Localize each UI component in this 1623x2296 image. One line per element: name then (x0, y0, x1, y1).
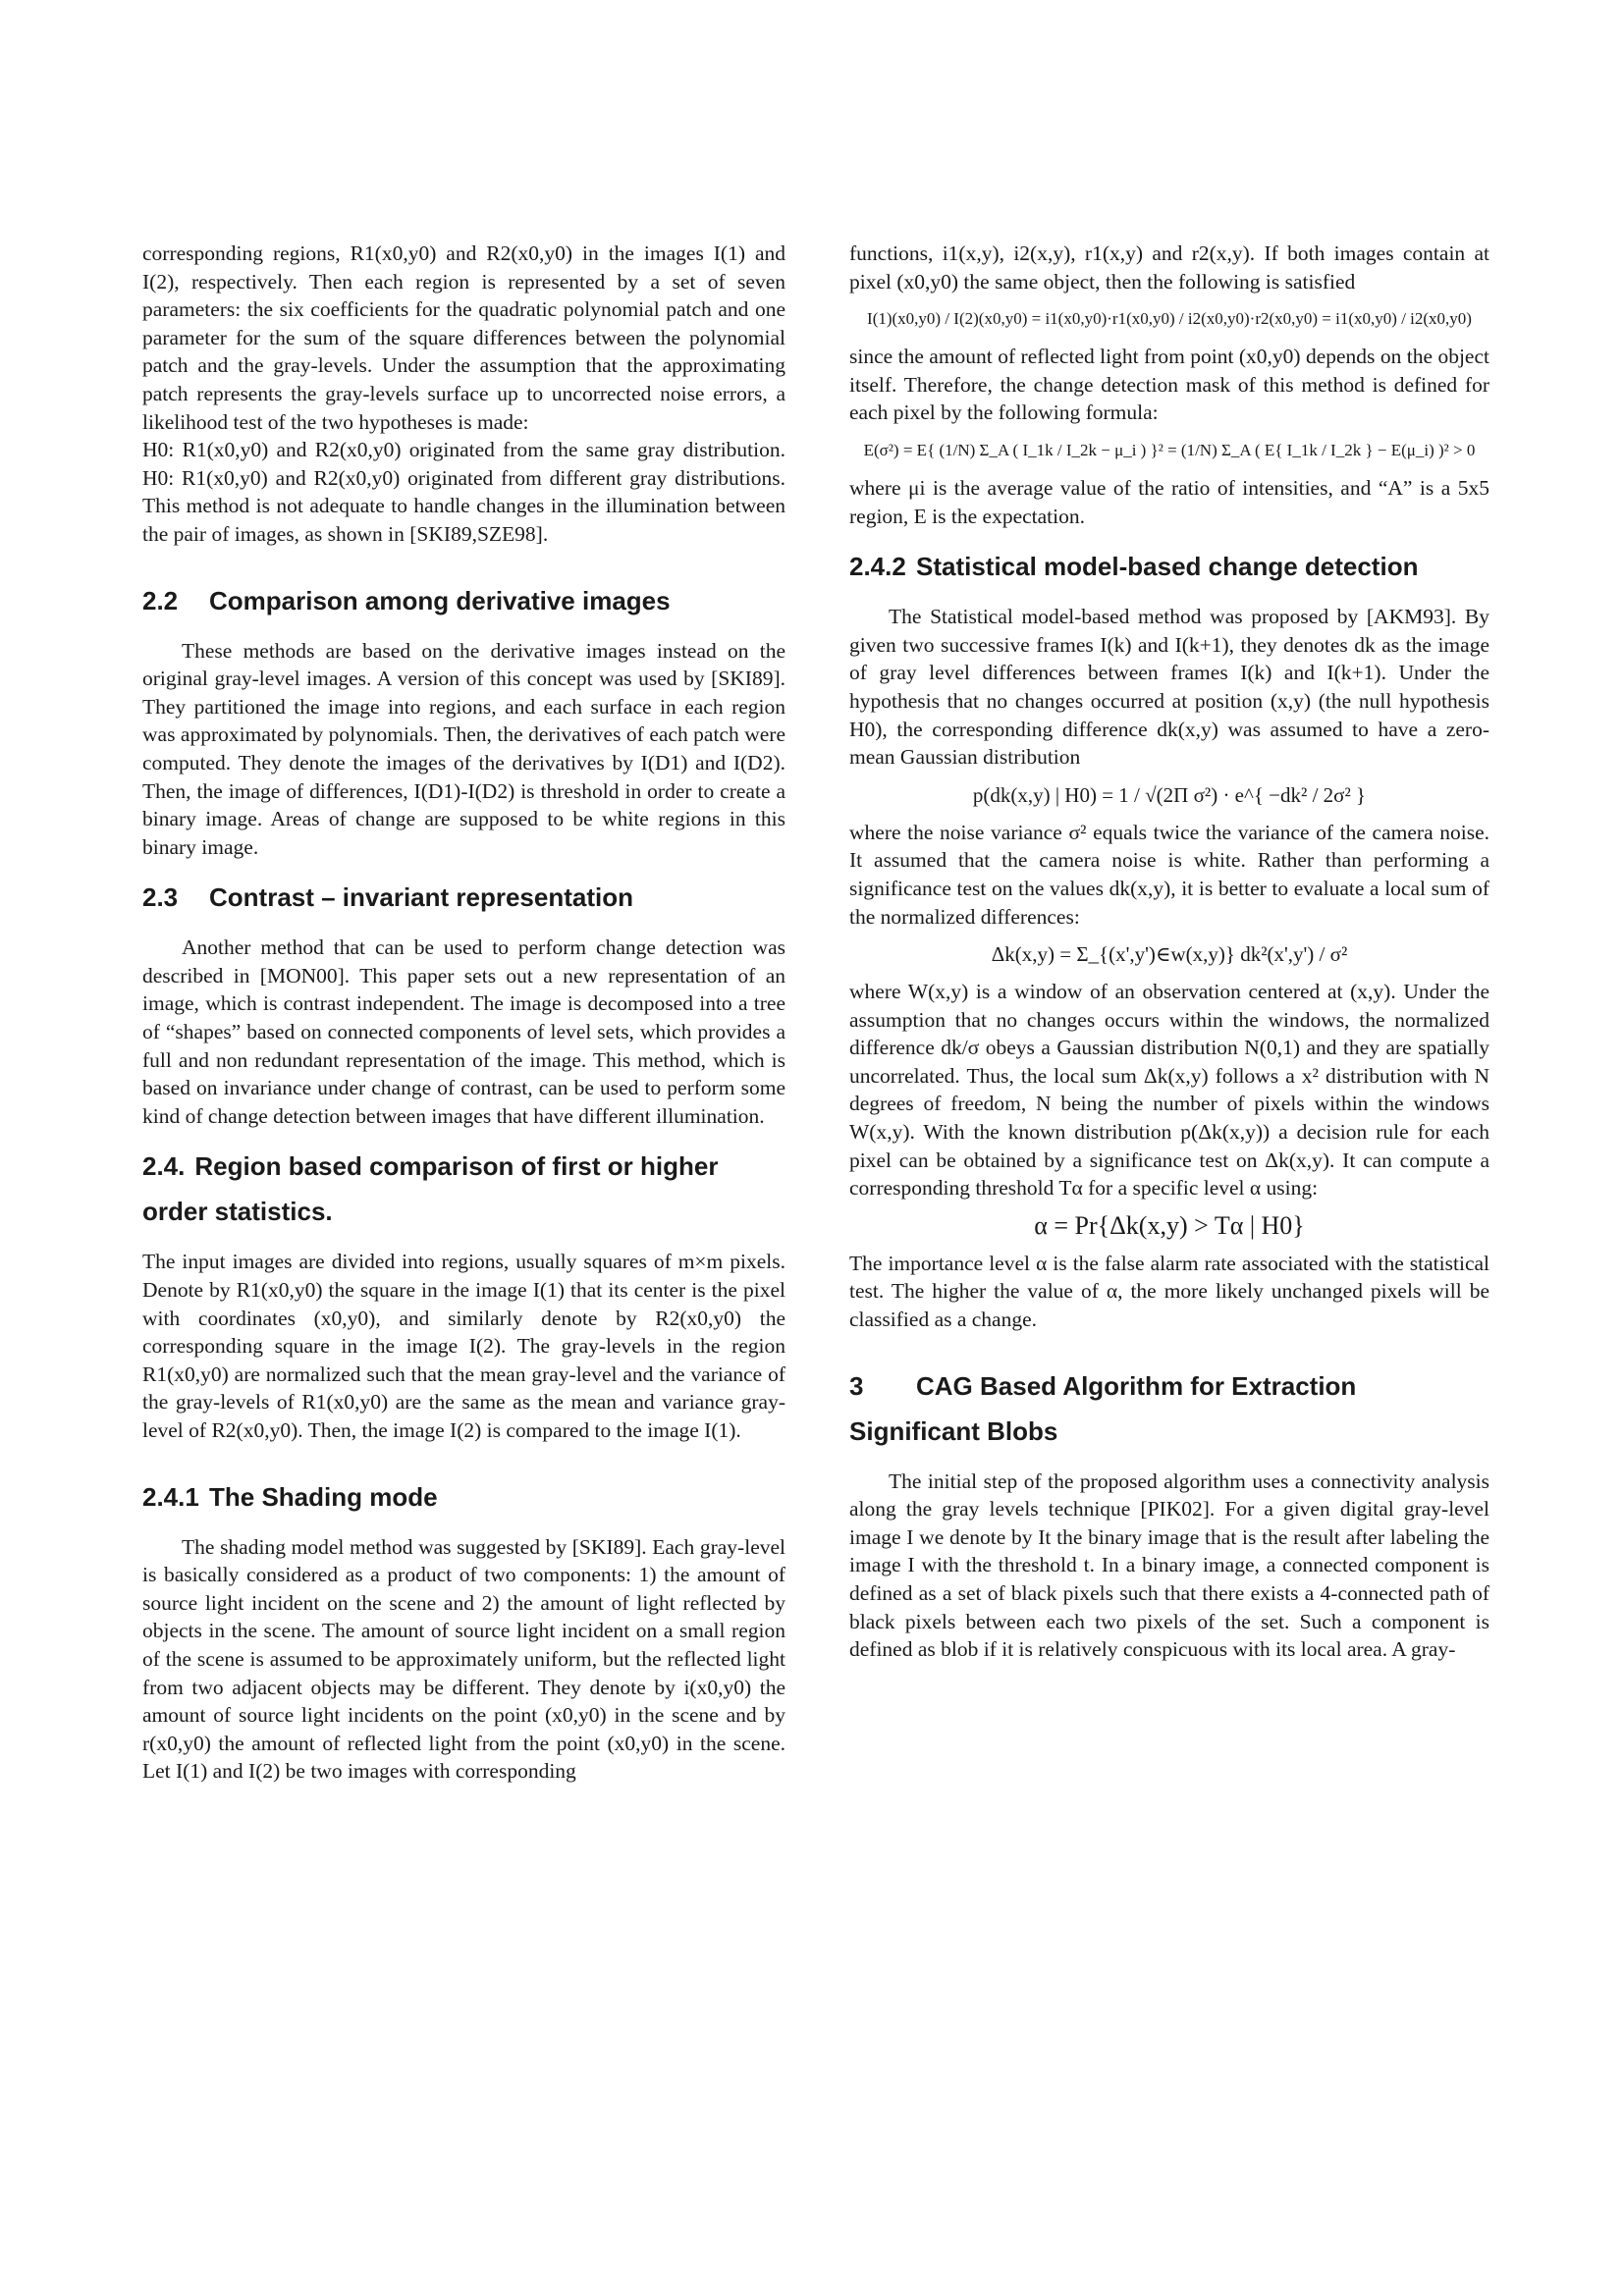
section-title: Region based comparison of first or higher order statistics. (142, 1151, 719, 1227)
section-heading (142, 1474, 785, 1520)
section-number: 3 (849, 1370, 864, 1401)
section-number: 2.4.2 (849, 552, 906, 582)
section-title: Contrast – invariant representation (209, 882, 633, 913)
paragraph: The Statistical model-based method was proposed by [AKM93]. By given two successive frames I(k) and I(k+1), they denotes dk as the image of gray level differences between frames I(k) and I(k+1). Under the hypothesis that no changes occurred at position (x,y) (the null hypothesis H0), the corresponding difference dk(x,y) was assumed to have a zero-mean Gaussian distribution (849, 605, 1489, 770)
section-heading (142, 875, 785, 920)
paragraph: Another method that can be used to perform change detection was described in [MON00]. This paper sets out a new representation of an image, which is contrast independent. The image is decomposed into a tree of “shapes” based on connected components of level sets, which provides a full and non redundant representation of the image. This method, which is based on invariance under change of contrast, can be used to perform some kind of change detection between images that have different illumination. (142, 935, 785, 1128)
section-heading (849, 544, 1489, 589)
section-number: 2.4. (142, 1151, 186, 1182)
equation: α = Pr{Δk(x,y) > Tα | H0} (1034, 1210, 1305, 1240)
section-title: The Shading mode (209, 1481, 438, 1512)
paragraph: corresponding regions, R1(x0,y0) and R2(x0,y0) in the images I(1) and I(2), respectively. Then each region is represented by a set of seven parameters: the six coefficients for the quadratic polynomial patch and one parameter for the sum of the square differences between the polynomial patch and the gray-levels. Under the assumption that the approximating patch represents the gray-levels surface up to uncorrected noise errors, a likelihood test of the two hypotheses is made: (142, 241, 785, 434)
paragraph: The shading model method was suggested by [SKI89]. Each gray-level is basically considered as a product of two components: 1) the amount of source light incident on the scene and 2) the amount of light reflected by objects in the scene. The amount of source light incident on a small region of the scene is assumed to be approximately uniform, but the reflected light from two adjacent objects may be different. They denote by i(x0,y0) the amount of source light incidents on the point (x0,y0) in the scene and by r(x0,y0) the amount of reflected light from the point (x0,y0) in the scene. Let I(1) and I(2) be two images with corresponding (142, 1534, 785, 1784)
equation: p(dk(x,y) | H0) = 1 / √(2Π σ²) · e^{ −dk² / 2σ² } (972, 782, 1367, 807)
section-heading (849, 1363, 1489, 1454)
paragraph: where W(x,y) is a window of an observation centered at (x,y). Under the assumption that no changes occurs within the windows, the normalized difference dk/σ obeys a Gaussian distribution N(0,1) and they are spatially uncorrelated. Thus, the local sum Δk(x,y) follows a x² distribution with N degrees of freedom, N being the number of pixels within the windows W(x,y). With the known distribution p(Δk(x,y)) a decision rule for each pixel can be obtained by a significance test on Δk(x,y). It can compute a corresponding threshold Tα for a specific level α using: (849, 980, 1489, 1201)
equation: I(1)(x0,y0) / I(2)(x0,y0) = i1(x0,y0)·r1(x0,y0) / i2(x0,y0)·r2(x0,y0) = i1(x0,y0) / i2(x0,y0) (867, 309, 1472, 329)
paragraph: The input images are divided into regions, usually squares of m×m pixels. Denote by R1(x0,y0) the square in the image I(1) that its center is the pixel with coordinates (x0,y0), and similarly denote by R2(x0,y0) the corresponding square in the image I(2). The gray-levels in the region R1(x0,y0) are normalized such that the mean gray-level and the variance of the gray-levels of R1(x0,y0) are the same as the mean and variance gray-level of R2(x0,y0). Then, the image I(2) is compared to the image I(1). (142, 1250, 785, 1442)
right-column (849, 240, 1489, 1664)
section-number: 2.4.1 (142, 1481, 199, 1512)
paragraph: The initial step of the proposed algorithm uses a connectivity analysis along the gray levels technique [PIK02]. For a given digital gray-level image I we denote by It the binary image that is the result after labeling the image I with the threshold t. In a binary image, a connected component is defined as a set of black pixels such that there exists a 4-connected path of black pixels between each two pixels of the set. Such a component is defined as blob if it is relatively conspicuous with its local area. A gray- (849, 1468, 1489, 1662)
paragraph: functions, i1(x,y), i2(x,y), r1(x,y) and r2(x,y). If both images contain at pixel (x0,y0) the same object, then the following is satisfied (849, 241, 1489, 294)
paragraph: where the noise variance σ² equals twice the variance of the camera noise. It assumed that the camera noise is white. Rather than performing a significance test on the values dk(x,y), it is better to evaluate a local sum of the normalized differences: (849, 820, 1489, 929)
paragraph: These methods are based on the derivative images instead on the original gray-level images. A version of this concept was used by [SKI89]. They partitioned the image into regions, and each surface in each region was approximated by polynomials. Then, the derivatives of each patch were computed. They denote the images of the derivatives by I(D1) and I(D2). Then, the image of differences, I(D1)-I(D2) is threshold in order to create a binary image. Areas of change are supposed to be white regions in this binary image. (142, 638, 785, 859)
paragraph: since the amount of reflected light from point (x0,y0) depends on the object itself. Therefore, the change detection mask of this method is defined for each pixel by the following formula: (849, 345, 1489, 425)
section-heading (142, 578, 785, 623)
equation: E(σ²) = E{ (1/N) Σ_A ( I_1k / I_2k − μ_i ) }² = (1/N) Σ_A ( E{ I_1k / I_2k } − E(μ_i) )² > 0 (863, 440, 1476, 459)
section-number: 2.3 (142, 882, 179, 913)
section-heading (142, 1144, 785, 1234)
left-column (142, 240, 785, 1786)
section-title: Comparison among derivative images (209, 585, 671, 615)
section-number: 2.2 (142, 585, 179, 615)
paragraph: The importance level α is the false alarm rate associated with the statistical test. The higher the value of α, the more likely unchanged pixels will be classified as a change. (849, 1251, 1489, 1332)
paragraph: where μi is the average value of the ratio of intensities, and “A” is a 5x5 region, E is the expectation. (849, 475, 1489, 528)
equation: Δk(x,y) = Σ_{(x',y')∈w(x,y)} dk²(x',y') / σ² (991, 942, 1348, 967)
paragraph: H0: R1(x0,y0) and R2(x0,y0) originated from the same gray distribution. H0: R1(x0,y0) and R2(x0,y0) originated from different gray distributions. This method is not adequate to handle changes in the illumination between the pair of images, as shown in [SKI89,SZE98]. (142, 438, 785, 546)
section-title: CAG Based Algorithm for Extraction Significant Blobs (849, 1370, 1357, 1446)
section-title: Statistical model-based change detection (916, 552, 1419, 582)
